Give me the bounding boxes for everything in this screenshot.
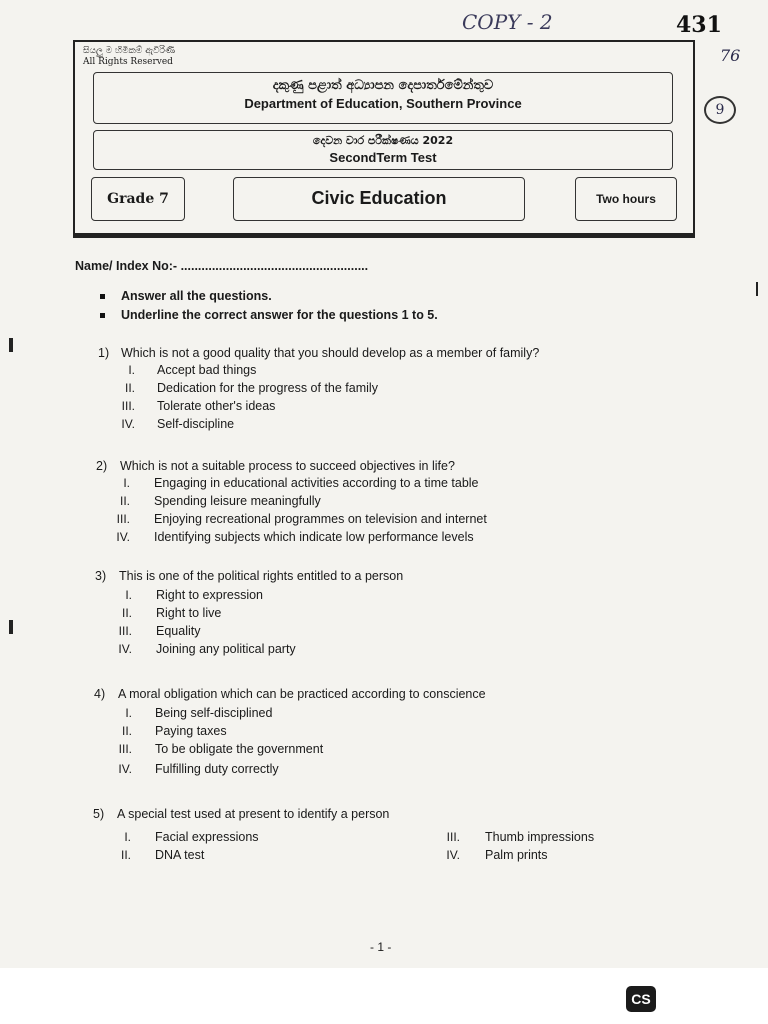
option-text[interactable]: Equality: [156, 624, 201, 638]
duration-box: Two hours: [575, 177, 677, 221]
grade-box: Grade 7: [91, 177, 185, 221]
option-text[interactable]: Identifying subjects which indicate low performance levels: [154, 530, 474, 544]
handwritten-circled-mark: 9: [704, 96, 736, 124]
term-english: SecondTerm Test: [329, 150, 437, 165]
scan-mark: [9, 620, 13, 634]
option-number: II.: [121, 606, 132, 620]
option-number: III.: [121, 399, 135, 413]
option-text[interactable]: Self-discipline: [157, 417, 235, 431]
department-english: Department of Education, Southern Province: [244, 96, 522, 111]
option-number: II.: [120, 848, 131, 862]
option-text[interactable]: Engaging in educational activities according to a time table: [154, 476, 479, 490]
department-box: [93, 72, 673, 124]
question-number: 5): [93, 807, 105, 821]
option-text[interactable]: Paying taxes: [155, 724, 227, 738]
instruction-1: Answer all the questions.: [121, 289, 272, 303]
option-number: IV.: [116, 530, 130, 544]
option-number: IV.: [118, 642, 132, 656]
option-number: IV.: [446, 848, 460, 862]
page-number: - 1 -: [370, 940, 392, 954]
subject-box: Civic Education: [233, 177, 525, 221]
handwritten-score-note: 76: [720, 46, 741, 65]
handwritten-paper-number: 431: [676, 12, 722, 38]
instruction-2: Underline the correct answer for the questions 1 to 5.: [121, 308, 438, 322]
option-text[interactable]: Accept bad things: [157, 363, 257, 377]
question-number: 1): [98, 346, 110, 360]
option-number: III.: [446, 830, 460, 844]
option-number: I.: [124, 830, 131, 844]
option-number: II.: [121, 724, 132, 738]
option-number: II.: [124, 381, 135, 395]
option-number: III.: [118, 624, 132, 638]
option-number: I.: [125, 706, 132, 720]
option-text[interactable]: Facial expressions: [155, 830, 259, 844]
bullet-icon: [100, 294, 105, 299]
exam-header: [73, 40, 695, 238]
camscanner-logo-icon: CS: [626, 986, 656, 1012]
rights-notice: [83, 46, 175, 68]
option-number: I.: [125, 588, 132, 602]
option-text[interactable]: Spending leisure meaningfully: [154, 494, 321, 508]
option-number: I.: [123, 476, 130, 490]
option-text[interactable]: Palm prints: [485, 848, 548, 862]
scan-mark: [756, 282, 758, 296]
question-text: Which is not a good quality that you should develop as a member of family?: [121, 346, 540, 360]
option-number: III.: [118, 742, 132, 756]
option-number: I.: [128, 363, 135, 377]
name-index-line: Name/ Index No:- ......................................................: [75, 259, 369, 273]
term-box: [93, 130, 673, 170]
option-text[interactable]: Thumb impressions: [485, 830, 595, 844]
option-text[interactable]: Right to expression: [156, 588, 264, 602]
option-text[interactable]: Fulfilling duty correctly: [155, 762, 279, 776]
question-text: This is one of the political rights entitled to a person: [119, 569, 404, 583]
question-number: 3): [95, 569, 107, 583]
department-sinhala: දකුණු පළාත් අධ්‍යාපන දෙපාර්තමේන්තුව: [272, 78, 494, 93]
scan-mark: [9, 338, 13, 352]
option-text[interactable]: DNA test: [155, 848, 205, 862]
question-number: 4): [94, 687, 106, 701]
option-text[interactable]: Joining any political party: [156, 642, 296, 656]
question-text: Which is not a suitable process to succeed objectives in life?: [120, 459, 455, 473]
option-text[interactable]: Enjoying recreational programmes on television and internet: [154, 512, 487, 526]
handwritten-copy-note: COPY - 2: [462, 10, 553, 34]
option-text[interactable]: To be obligate the government: [155, 742, 324, 756]
option-number: III.: [116, 512, 130, 526]
question-text: A moral obligation which can be practiced according to conscience: [118, 687, 486, 701]
option-text[interactable]: Tolerate other's ideas: [157, 399, 276, 413]
question-text: A special test used at present to identify a person: [117, 807, 390, 821]
bullet-icon: [100, 313, 105, 318]
rights-english: All Rights Reserved: [83, 57, 173, 67]
option-number: IV.: [121, 417, 135, 431]
option-number: II.: [119, 494, 130, 508]
option-text[interactable]: Right to live: [156, 606, 222, 620]
option-number: IV.: [118, 762, 132, 776]
term-sinhala: දෙවන වාර පරීක්ෂණය 2022: [312, 134, 454, 147]
option-text[interactable]: Dedication for the progress of the family: [157, 381, 378, 395]
option-text[interactable]: Being self-disciplined: [155, 706, 273, 720]
question-number: 2): [96, 459, 108, 473]
rights-sinhala: සියලු ම හිමිකම් ඇවිරිණි: [83, 46, 176, 56]
